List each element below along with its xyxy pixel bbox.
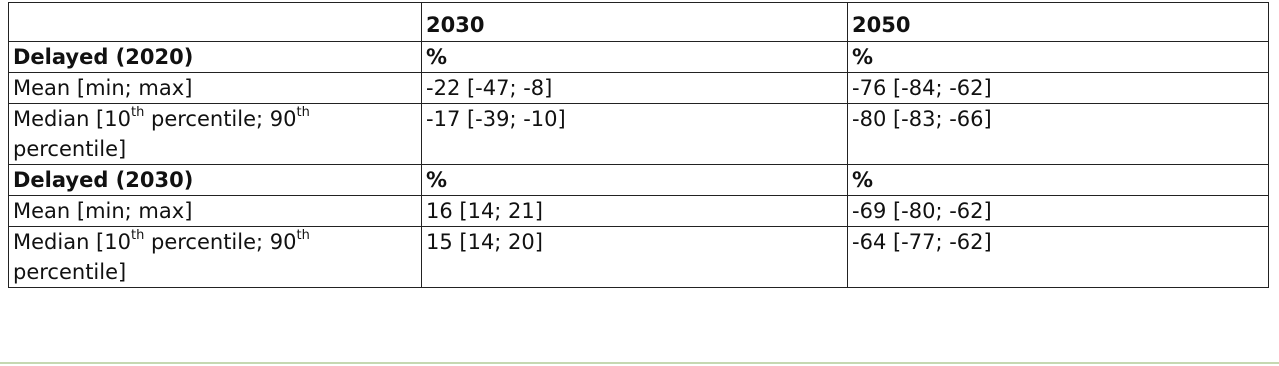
page-divider [0, 362, 1279, 364]
value-cell-2050: -76 [-84; -62] [848, 73, 1269, 104]
section-row-delayed-2030 [9, 165, 1269, 196]
section-label: Delayed (2030) [9, 165, 422, 196]
superscript: th [130, 105, 145, 120]
value-cell-2050: -69 [-80; -62] [848, 196, 1269, 227]
label-part: percentile; 90 [144, 230, 297, 254]
value-cell-2030: -17 [-39; -10] [422, 104, 848, 165]
superscript: th [130, 228, 145, 243]
value-cell-2030: -22 [-47; -8] [422, 73, 848, 104]
header-cell-2050: 2050 [848, 3, 1269, 42]
header-cell-empty [9, 3, 422, 42]
table-row [9, 227, 1269, 288]
section-row-delayed-2020 [9, 42, 1269, 73]
value-cell-2050: -64 [-77; -62] [848, 227, 1269, 288]
superscript: th [296, 105, 310, 120]
label-part: percentile; 90 [144, 107, 297, 131]
table-header-row [9, 3, 1269, 42]
table-row [9, 196, 1269, 227]
row-label: Mean [min; max] [9, 73, 422, 104]
superscript: th [296, 228, 310, 243]
value-cell-2030: 16 [14; 21] [422, 196, 848, 227]
value-cell-2050: -80 [-83; -66] [848, 104, 1269, 165]
row-label [9, 104, 422, 165]
table-row [9, 73, 1269, 104]
unit-cell-2030: % [422, 42, 848, 73]
emissions-table [8, 2, 1269, 288]
unit-cell-2030: % [422, 165, 848, 196]
header-cell-2030: 2030 [422, 3, 848, 42]
unit-cell-2050: % [848, 165, 1269, 196]
value-cell-2030: 15 [14; 20] [422, 227, 848, 288]
row-label [9, 227, 422, 288]
label-part: Median [10 [13, 230, 131, 254]
label-part: Median [10 [13, 107, 131, 131]
label-part: percentile] [13, 137, 127, 161]
row-label: Mean [min; max] [9, 196, 422, 227]
section-label: Delayed (2020) [9, 42, 422, 73]
unit-cell-2050: % [848, 42, 1269, 73]
label-part: percentile] [13, 260, 127, 284]
table-row [9, 104, 1269, 165]
